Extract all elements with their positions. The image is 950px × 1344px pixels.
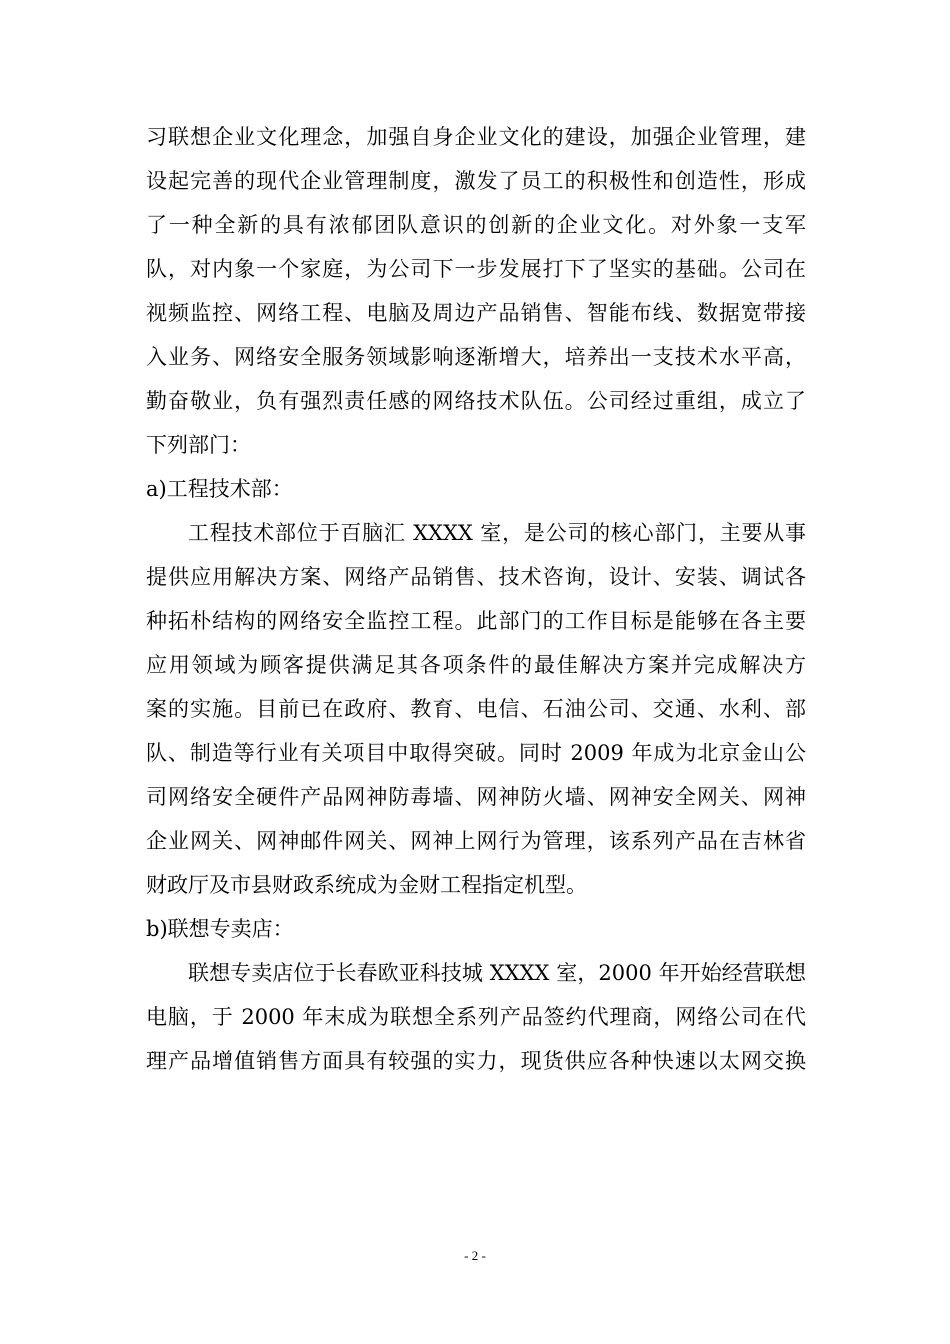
text-line: 理产品增值销售方面具有较强的实力，现货供应各种快速以太网交换 (146, 1049, 806, 1073)
section-heading-engineering: a)工程技术部： (146, 477, 293, 501)
text-line: 队，对内象一个家庭，为公司下一步发展打下了坚实的基础。公司在 (146, 257, 806, 281)
text-line: 下列部门： (146, 433, 251, 457)
text-line: 案的实施。目前已在政府、教育、电信、石油公司、交通、水利、部 (146, 697, 806, 721)
text-line: 设起完善的现代企业管理制度，激发了员工的积极性和创造性，形成 (146, 169, 806, 193)
text-line: 电脑，于 2000 年末成为联想全系列产品签约代理商，网络公司在代 (146, 1005, 806, 1029)
text-line: 提供应用解决方案、网络产品销售、技术咨询，设计、安装、调试各 (146, 565, 806, 589)
text-line: 习联想企业文化理念，加强自身企业文化的建设，加强企业管理，建 (146, 125, 806, 149)
text-line: 入业务、网络安全服务领域影响逐渐增大，培养出一支技术水平高， (146, 345, 806, 369)
text-line: 工程技术部位于百脑汇 XXXX 室，是公司的核心部门，主要从事 (188, 521, 806, 545)
text-line: 司网络安全硬件产品网神防毒墙、网神防火墙、网神安全网关、网神 (146, 785, 806, 809)
text-line: 了一种全新的具有浓郁团队意识的创新的企业文化。对外象一支军 (146, 213, 806, 237)
body-text (146, 115, 806, 1083)
text-line: 联想专卖店位于长春欧亚科技城 XXXX 室，2000 年开始经营联想 (188, 961, 806, 985)
text-line: 企业网关、网神邮件网关、网神上网行为管理，该系列产品在吉林省 (146, 829, 806, 853)
text-line: 种拓朴结构的网络安全监控工程。此部门的工作目标是能够在各主要 (146, 609, 806, 633)
page-number: - 2 - (464, 1248, 486, 1263)
text-line: 应用领域为顾客提供满足其各项条件的最佳解决方案并完成解决方 (146, 653, 806, 677)
text-line: 队、制造等行业有关项目中取得突破。同时 2009 年成为北京金山公 (146, 741, 806, 765)
text-line: 财政厅及市县财政系统成为金财工程指定机型。 (146, 873, 587, 897)
text-line: 视频监控、网络工程、电脑及周边产品销售、智能布线、数据宽带接 (146, 301, 806, 325)
section-heading-lenovo-store: b)联想专卖店： (146, 917, 294, 941)
text-line: 勤奋敬业，负有强烈责任感的网络技术队伍。公司经过重组，成立了 (146, 389, 806, 413)
